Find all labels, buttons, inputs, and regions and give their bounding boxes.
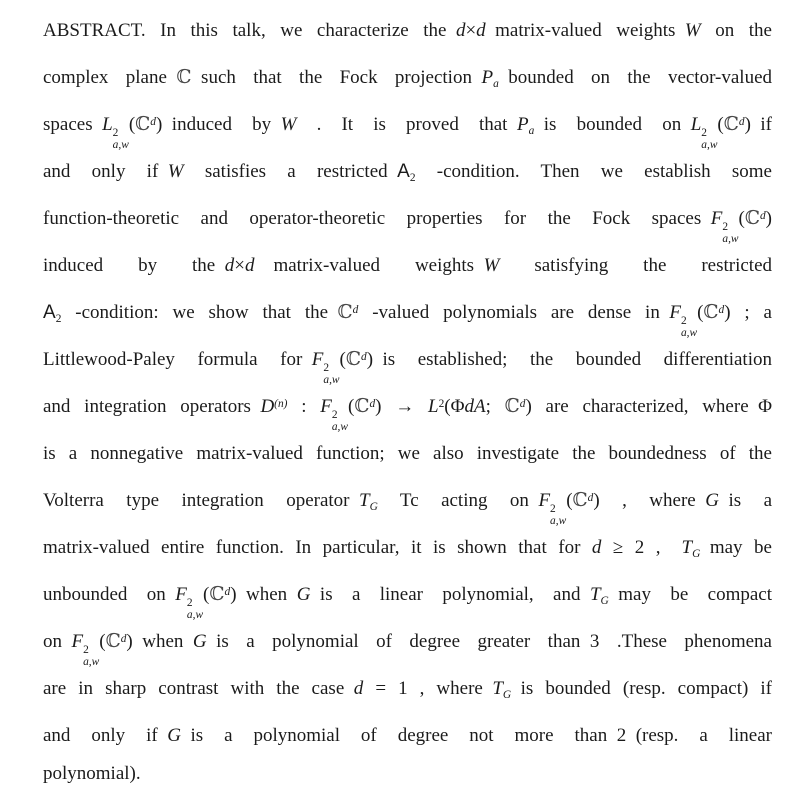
superscript: d [224,585,231,598]
text-run: and only if [43,725,158,746]
math-variable: F [71,631,84,652]
text-run: ; a [730,302,772,323]
text-run: matrix-valued weights [273,255,475,276]
subscript: a,w [701,139,718,152]
superscript: 2 [550,503,556,516]
text-run: -condition. Then we establish some [415,161,772,182]
text-run: induced by the [43,255,216,276]
text-run: ; [485,396,505,417]
blackboard-C-symbol: ℂ [337,301,353,323]
superscript: d [120,632,127,645]
math-variable: d [244,255,255,276]
subscript: a,w [83,656,100,669]
abstract-paragraph [43,7,772,789]
text-run: satisfies a restricted [183,161,388,182]
superscript: 2 [680,315,687,328]
text-run: is a nonnegative matrix-valued function; we also investigate the boundedness of the [43,443,772,464]
text-run: ) [375,396,382,417]
text-line-8 [43,336,772,387]
text-run: are characterized, where [531,396,749,417]
text-run: unbounded on [43,584,166,605]
blackboard-C-symbol: ℂ [723,113,739,135]
superscript: d [352,303,359,316]
math-variable: W [684,20,701,41]
math-variable: d [455,20,466,41]
math-variable: W [167,161,184,182]
math-variable: dA [464,396,486,417]
subscript: a,w [112,139,129,152]
subscript: a,w [680,327,698,340]
text-run: -valued polynomials are dense in [358,302,660,323]
math-variable: L [690,114,702,135]
text-run: bounded on the vector-valued [508,67,773,88]
text-run: ) [744,114,751,135]
superscript: d [360,350,367,363]
text-run: matrix-valued entire function. In particular, it is shown that for [43,537,592,558]
text-run: if [760,114,773,135]
text-run: ) [724,302,731,323]
math-variable: W [280,114,297,135]
superscript: 2 [83,644,89,657]
math-variable: L [427,396,439,417]
text-run: ABSTRACT. In this talk, we characterize the [43,20,447,41]
text-run: → [381,396,428,417]
text-run: × [234,255,245,276]
math-variable: F [669,302,681,323]
text-run: may be [709,537,772,558]
text-run: ( [566,490,573,511]
superscript: 2 [331,409,338,422]
text-run: are in sharp contrast with the case [43,678,345,699]
text-run: ( [717,114,724,135]
text-run: ( [203,584,210,605]
text-run: polynomial). [43,763,141,784]
text-line-6 [43,242,772,289]
math-symbol: A [43,302,56,323]
math-variable: d [476,20,486,41]
text-run: . It is proved that [296,114,508,135]
text-run: on [43,631,62,652]
text-run: Tc acting on [377,490,529,511]
text-run: = 1 , where [363,678,483,699]
subscript: a [528,124,535,137]
blackboard-C-symbol: ℂ [744,207,760,229]
math-variable: d [353,678,364,699]
text-run: Volterra type integration operator [43,490,350,511]
text-run: : [287,396,321,417]
math-variable: G [705,490,719,511]
superscript: 2 [323,362,330,375]
text-run: ( [128,114,136,135]
text-run: is bounded on [543,114,682,135]
text-run: , where [599,490,696,511]
math-variable: d [591,537,602,558]
subscript: 2 [409,171,416,184]
math-variable: d [224,255,235,276]
text-run: ( [697,302,704,323]
math-variable: F [710,208,723,229]
math-variable: F [320,396,332,417]
text-line-4 [43,148,772,195]
text-line-17 [43,759,772,789]
subscript: a,w [550,515,567,528]
math-variable: T [589,584,601,605]
text-line-13 [43,571,772,622]
text-run: Littlewood-Paley formula for [43,349,303,370]
math-variable: G [167,725,181,746]
superscript: 2 [112,127,119,140]
blackboard-C-symbol: ℂ [354,395,370,417]
superscript: 2 [186,597,193,610]
superscript: d [369,397,376,410]
text-line-16 [43,712,772,759]
text-run: is established; the bounded differentiation [382,349,772,370]
text-run: (resp. a linear [635,725,773,746]
text-run: may be compact [618,584,772,605]
text-run: 2 [616,725,627,746]
math-variable: F [311,349,324,370]
subscript: G [600,594,609,607]
blackboard-C-symbol: ℂ [345,348,361,370]
text-line-5 [43,195,772,246]
subscript: a,w [186,609,204,622]
superscript: (n) [274,397,288,410]
subscript: G [692,547,701,560]
blackboard-C-symbol: ℂ [572,489,588,511]
text-run: ( [339,349,346,370]
text-run: Φ [758,396,773,417]
superscript: 2 [701,127,707,140]
superscript: d [759,209,766,222]
text-line-14 [43,618,772,669]
text-run: ( [444,396,451,417]
text-run: ) [525,396,532,417]
math-variable: G [296,584,311,605]
text-run: ( [99,631,106,652]
math-variable: L [102,114,113,135]
text-run: is a polynomial of degree greater than [216,631,581,652]
text-line-1 [43,7,772,54]
text-run: ) [155,114,163,135]
blackboard-C-symbol: ℂ [703,301,719,323]
text-run: ≥ 2 , [601,537,673,558]
subscript: 2 [55,312,62,325]
superscript: 2 [722,221,729,234]
text-run: is bounded (resp. compact) if [520,678,772,699]
text-run: ( [738,208,745,229]
blackboard-C-symbol: ℂ [504,395,520,417]
text-run: -condition: we show that the [61,302,329,323]
subscript: a [493,77,499,90]
math-variable: G [192,631,207,652]
text-run: ( [348,396,355,417]
text-run: when [142,631,184,652]
superscript: d [519,397,526,410]
text-run: spaces [43,114,93,135]
text-line-15 [43,665,772,712]
text-run: and only if [43,161,159,182]
text-run: ) [366,349,374,370]
text-run: × [465,20,477,41]
superscript: d [738,115,745,128]
subscript: a,w [331,421,348,434]
math-variable: T [492,678,503,699]
math-variable: D [260,396,275,417]
text-run: satisfying the restricted [499,255,772,276]
text-run: such that the Fock projection [201,67,472,88]
math-variable: F [538,490,551,511]
text-run: induced by [171,114,272,135]
text-run: Φ [450,396,465,417]
text-line-9 [43,383,773,434]
subscript: a,w [323,374,340,387]
math-variable: P [516,114,529,135]
text-run: matrix-valued weights [495,20,676,41]
text-run: 3 .These phenomena [589,631,772,652]
blackboard-C-symbol: ℂ [135,113,151,135]
text-run: complex plane [43,67,167,88]
math-variable: T [359,490,370,511]
math-variable: T [681,537,693,558]
text-run: when [246,584,288,605]
text-run: is a linear polynomial, and [319,584,581,605]
superscript: 2 [438,397,445,410]
superscript: d [150,115,156,128]
text-run: ) [765,208,772,229]
text-line-11 [43,477,773,528]
text-line-12 [43,524,772,571]
math-variable: W [483,255,500,276]
math-variable: F [175,584,187,605]
text-run: is a [728,490,773,511]
superscript: d [587,491,594,504]
text-run: and integration operators [43,396,251,417]
text-run: ) [126,631,133,652]
blackboard-C-symbol: ℂ [176,66,192,88]
subscript: a,w [722,233,739,246]
text-run: on the [700,20,772,41]
blackboard-C-symbol: ℂ [105,630,121,652]
text-run: is a polynomial of degree not more than [190,725,608,746]
text-run: ) [230,584,237,605]
superscript: d [718,303,725,316]
math-symbol: A [397,161,410,182]
text-run: ) [593,490,600,511]
text-line-7 [43,289,772,340]
text-line-3 [43,101,773,152]
text-line-2 [43,54,772,101]
text-line-10 [43,430,772,477]
subscript: G [502,688,512,701]
blackboard-C-symbol: ℂ [209,583,225,605]
text-run: function-theoretic and operator-theoretic properties for the Fock spaces [43,208,702,229]
math-variable: P [481,67,494,88]
subscript: G [369,500,378,513]
